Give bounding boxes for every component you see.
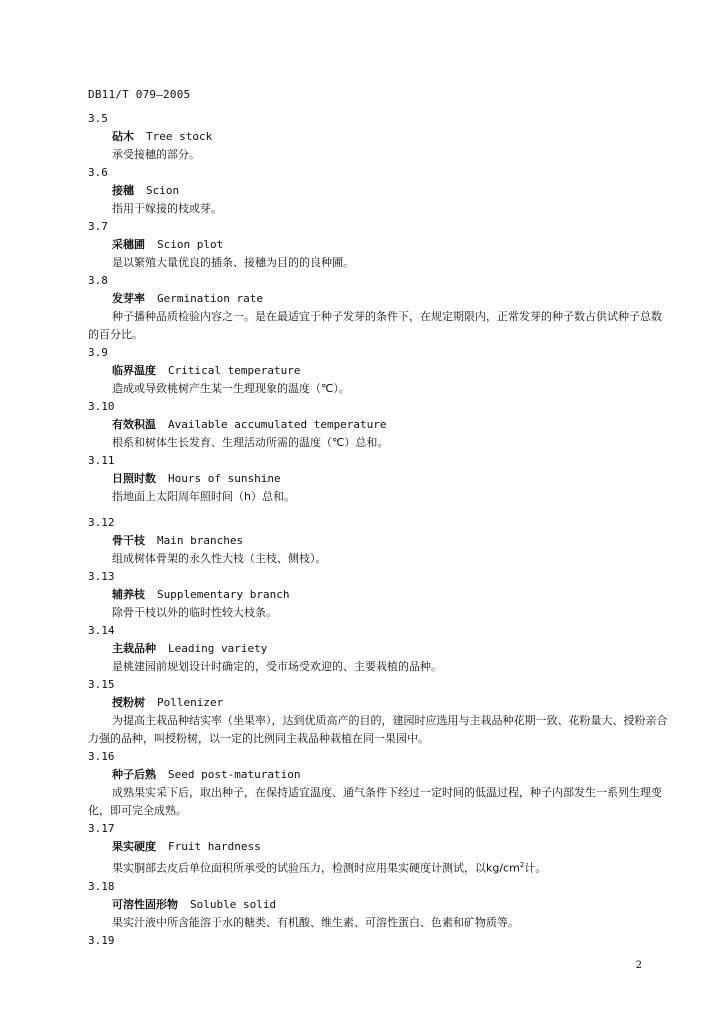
term-title: [112, 694, 668, 712]
term-english: Critical temperature: [168, 364, 301, 377]
term-chinese: 临界温度: [112, 364, 156, 377]
clause-number: 3.16: [88, 750, 115, 763]
clause-number: 3.13: [88, 570, 115, 583]
term-title: [112, 896, 668, 914]
clause-number: 3.15: [88, 678, 115, 691]
term-title: [112, 766, 668, 784]
term-english: Soluble solid: [190, 897, 277, 911]
term-chinese: 种子后熟: [112, 768, 156, 781]
term-english: Scion: [146, 184, 180, 197]
term-title: [112, 290, 668, 308]
term-english: Main branches: [157, 534, 244, 547]
term-chinese: 有效积温: [112, 418, 156, 431]
term-definition: 种子播种品质检验内容之一。是在最适宜于种子发芽的条件下，在规定期限内，正常发芽的种子数占供试种子总数的百分比。: [88, 310, 662, 341]
term-definition: 是桃建园前规划设计时确定的，受市场受欢迎的、主要栽植的品种。: [112, 660, 442, 673]
term-title: [112, 532, 668, 550]
term-definition: [88, 856, 668, 878]
definition-text-end: 计。: [524, 861, 547, 875]
term-definition: 是以繁殖大量优良的插条、接穗为目的的良种圃。: [112, 256, 354, 269]
term-chinese: 辅养枝: [112, 588, 145, 601]
term-definition: 指地面上太阳周年照时间（h）总和。: [112, 490, 295, 503]
term-entry-3-14: [88, 622, 668, 676]
term-entry-3-18: [88, 878, 668, 932]
term-entry-3-6: [88, 164, 668, 218]
page-number: 2: [635, 960, 642, 971]
term-title: [112, 416, 668, 434]
term-entry-3-9: [88, 344, 668, 398]
term-chinese: 可溶性固形物: [112, 897, 178, 911]
term-chinese: 采穗圃: [112, 238, 145, 251]
term-entry-3-16: [88, 748, 668, 820]
spacer: [88, 506, 668, 514]
term-definition: 果实汁液中所含能溶于水的糖类、有机酸、维生素、可溶性蛋白、色素和矿物质等。: [112, 915, 519, 929]
clause-number: 3.10: [88, 400, 115, 413]
term-definition: 承受接穗的部分。: [112, 148, 200, 161]
clause-number: 3.8: [88, 274, 108, 287]
term-definition: 组成树体骨架的永久性大枝（主枝、侧枝）。: [112, 552, 327, 565]
term-english: Germination rate: [157, 292, 263, 305]
term-chinese: 接穗: [112, 184, 134, 197]
term-entry-3-15: [88, 676, 668, 748]
term-english: Seed post-maturation: [168, 768, 301, 781]
term-english: Tree stock: [146, 130, 213, 143]
terms-list: [88, 110, 668, 950]
term-title: [112, 128, 668, 146]
term-entry-3-5: [88, 110, 668, 164]
term-chinese: 果实硬度: [112, 840, 156, 853]
clause-number: 3.7: [88, 220, 108, 233]
term-chinese: 发芽率: [112, 292, 145, 305]
clause-number: 3.18: [88, 879, 115, 893]
clause-number: 3.5: [88, 112, 108, 125]
term-entry-3-12: [88, 514, 668, 568]
term-definition: 成熟果实采下后，取出种子，在保持适宜温度、通气条件下经过一定时间的低温过程，种子内部发生一系列生理变化，即可完全成熟。: [88, 786, 662, 817]
term-english: Hours of sunshine: [168, 472, 281, 485]
term-definition: 指用于嫁接的枝或芽。: [112, 202, 222, 215]
document-code-header: DB11/T 079—2005: [88, 88, 191, 101]
definition-text: 果实胴部去皮后单位面积所承受的试验压力，检测时应用果实硬度计测试，以kg/cm: [112, 861, 520, 875]
term-definition: 除骨干枝以外的临时性较大枝条。: [112, 606, 277, 619]
term-entry-3-17: [88, 820, 668, 878]
clause-number: 3.17: [88, 822, 115, 835]
term-english: Leading variety: [168, 642, 268, 655]
term-english: Pollenizer: [157, 696, 224, 709]
clause-number: 3.19: [88, 933, 115, 947]
term-definition: 造成或导致桃树产生某一生理现象的温度（℃）。: [112, 382, 350, 395]
term-english: Scion plot: [157, 238, 224, 251]
term-definition: 根系和树体生长发育、生理活动所需的温度（℃）总和。: [112, 436, 389, 449]
term-definition: 为提高主栽品种结实率（坐果率），达到优质高产的目的，建园时应选用与主栽品种花期一致、花粉量大、授粉亲合力强的品种，叫授粉树，以一定的比例同主栽品种栽植在同一果园中。: [88, 714, 668, 745]
term-entry-3-8: [88, 272, 668, 344]
term-title: [112, 586, 668, 604]
term-chinese: 砧木: [112, 130, 134, 143]
term-english: Supplementary branch: [157, 588, 290, 601]
term-title: [112, 838, 668, 856]
clause-number: 3.14: [88, 624, 115, 637]
term-chinese: 骨干枝: [112, 534, 145, 547]
clause-number: 3.6: [88, 166, 108, 179]
clause-number: 3.11: [88, 454, 115, 467]
clause-number: 3.12: [88, 516, 115, 529]
unit-exponent: 2: [519, 861, 525, 869]
term-english: Fruit hardness: [168, 840, 261, 853]
term-entry-3-13: [88, 568, 668, 622]
term-title: [112, 182, 668, 200]
term-chinese: 授粉树: [112, 696, 145, 709]
term-entry-3-10: [88, 398, 668, 452]
term-title: [112, 362, 668, 380]
term-entry-3-19: [88, 932, 668, 950]
term-entry-3-11: [88, 452, 668, 506]
term-english: Available accumulated temperature: [168, 418, 387, 431]
term-chinese: 主栽品种: [112, 642, 156, 655]
term-entry-3-7: [88, 218, 668, 272]
clause-number: 3.9: [88, 346, 108, 359]
term-title: [112, 640, 668, 658]
term-chinese: 日照时数: [112, 472, 156, 485]
term-title: [112, 470, 668, 488]
term-title: [112, 236, 668, 254]
